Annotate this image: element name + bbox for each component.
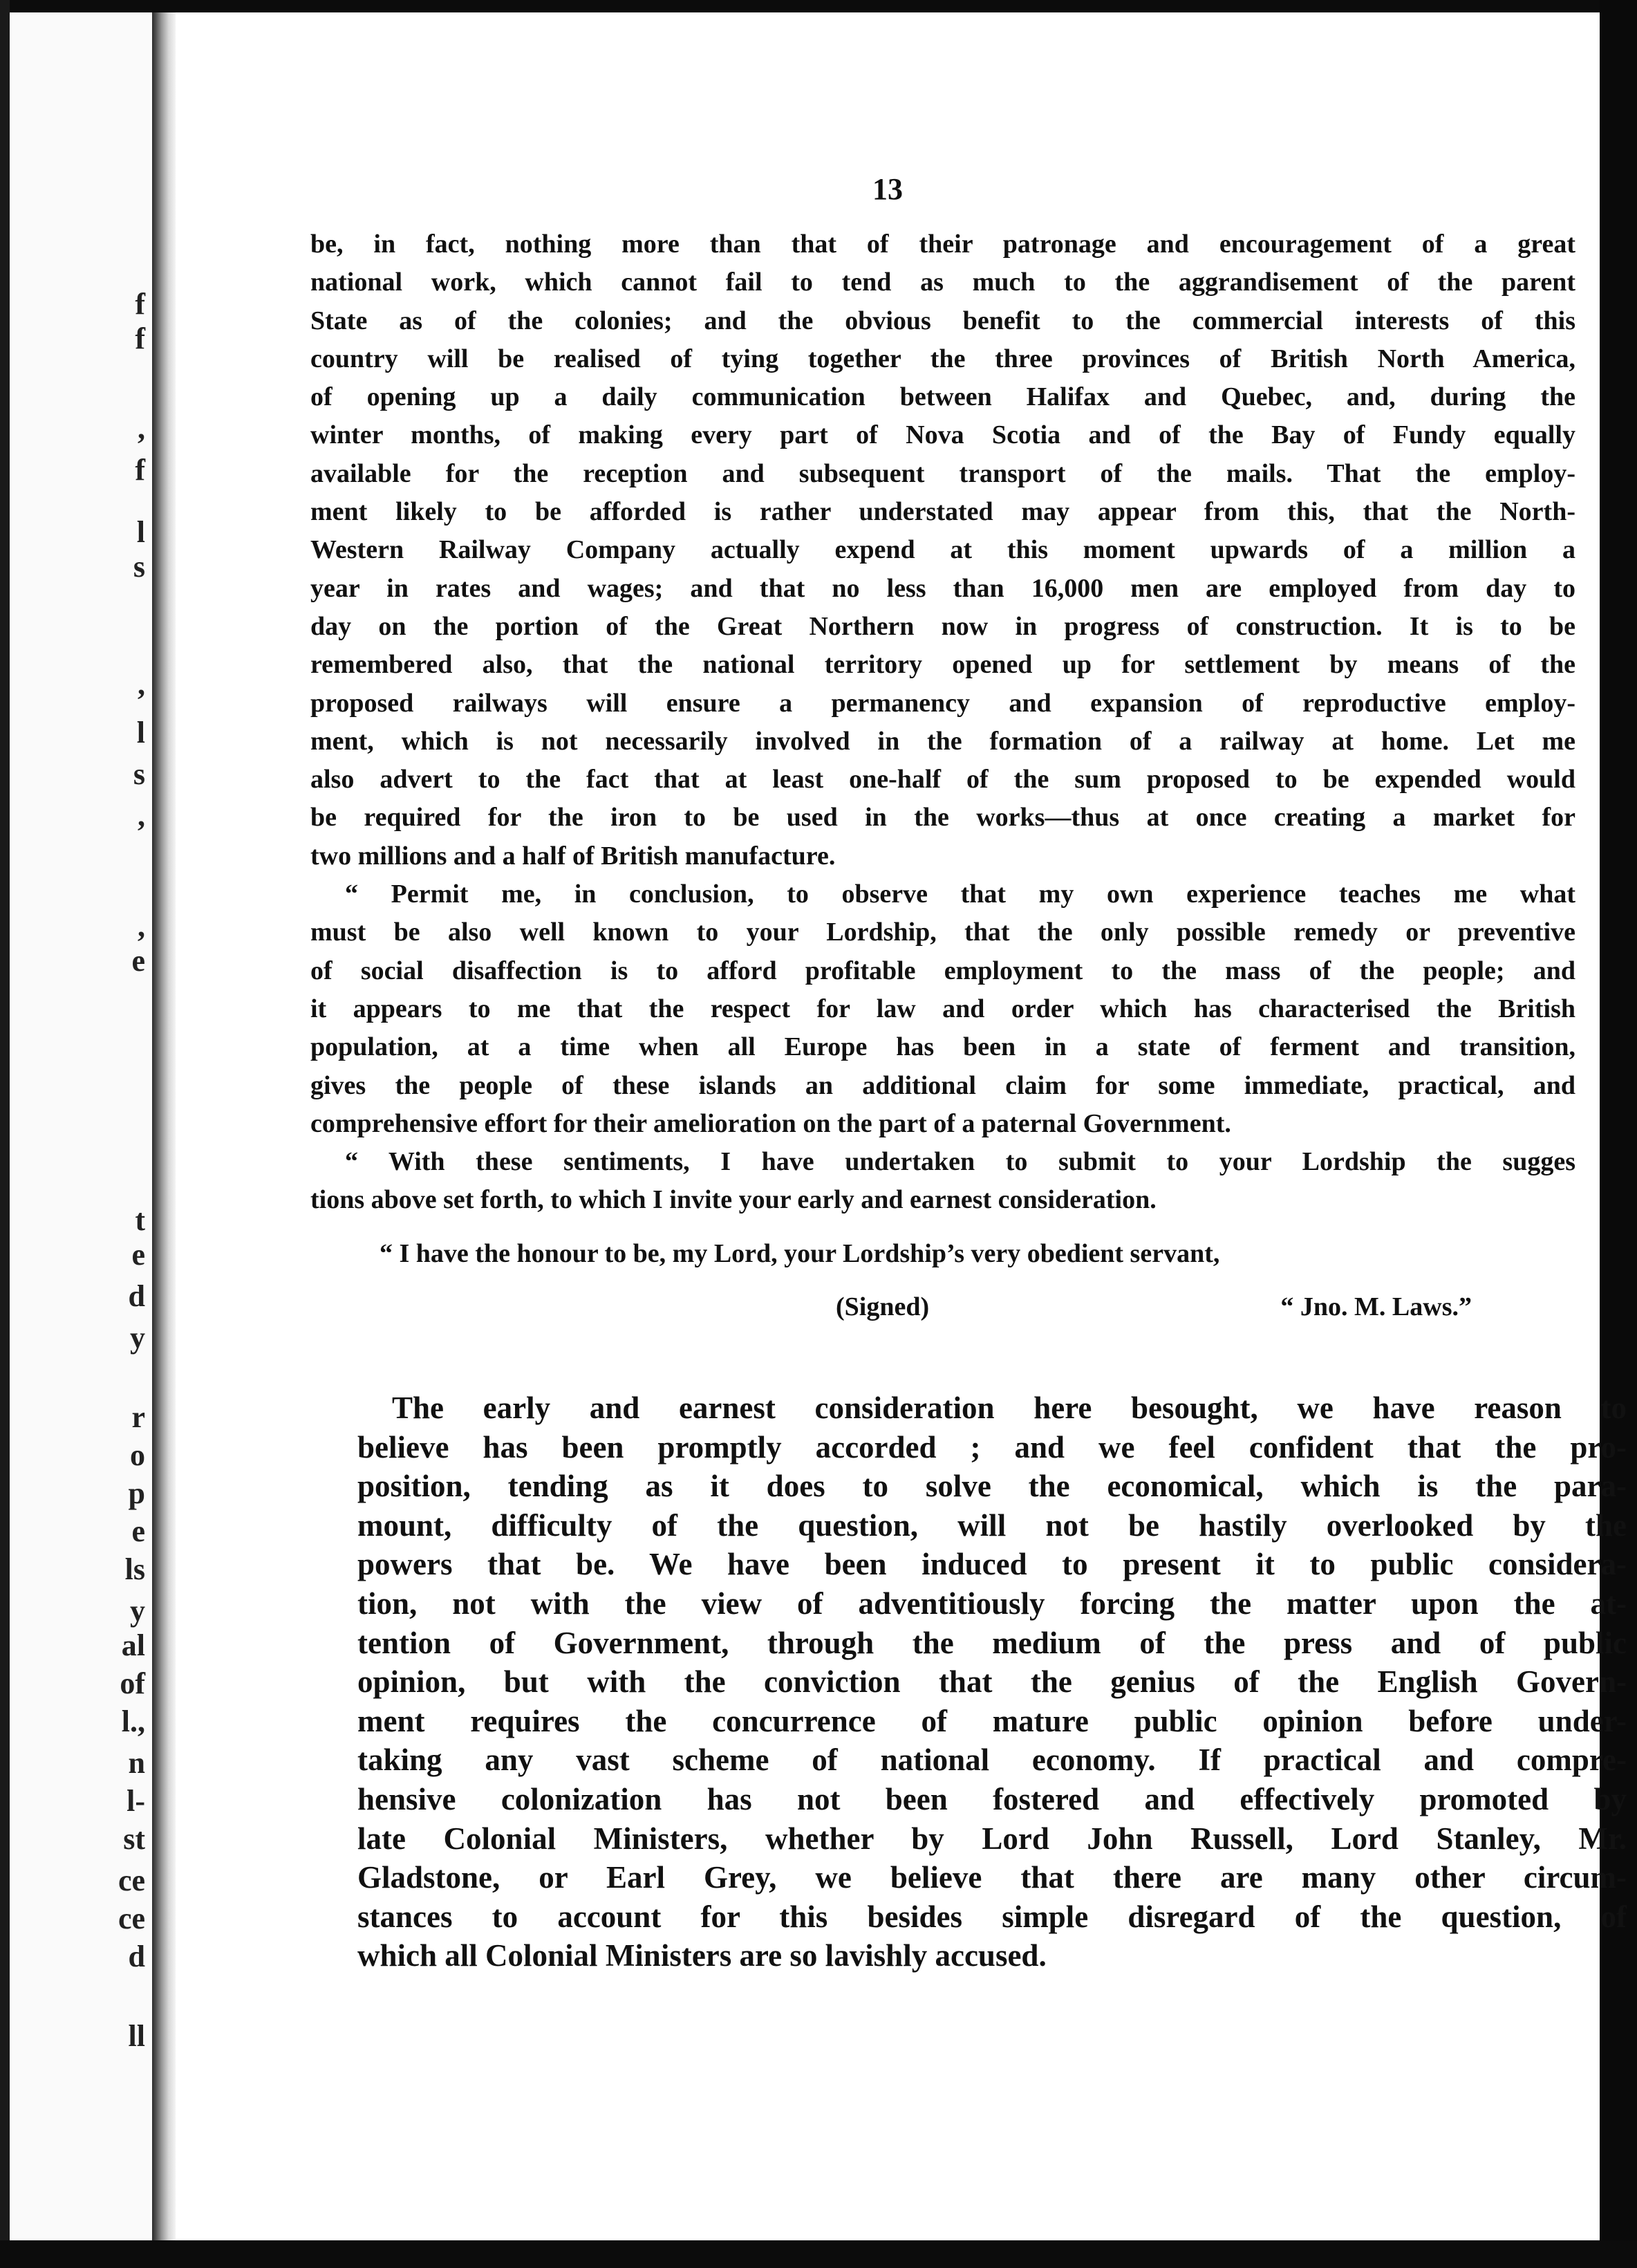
- page-number: 13: [872, 172, 903, 206]
- sentiments-paragraph: [310, 1143, 1575, 1220]
- text-line: position, tending as it does to solve the economical, which is the para-: [357, 1469, 1627, 1504]
- previous-page-fragment: f: [135, 322, 145, 355]
- text-line: taking any vast scheme of national economy. If practical and compre-: [357, 1742, 1627, 1778]
- text-line: year in rates and wages; and that no less than 16,000 men are employed from day to: [310, 573, 1575, 603]
- previous-page-fragment: n: [128, 1746, 145, 1780]
- previous-page-fragment: f: [135, 287, 145, 321]
- text-line: country will be realised of tying together the three provinces of British North America,: [310, 344, 1575, 373]
- text-line: believe has been promptly accorded ; and we feel confident that the pro-: [357, 1429, 1627, 1465]
- previous-page-fragment: t: [135, 1203, 145, 1237]
- previous-page-fragment: ll: [128, 2019, 145, 2053]
- text-line: which all Colonial Ministers are so lavishly accused.: [357, 1938, 1047, 1973]
- text-line: tention of Government, through the medium of the press and of public: [357, 1625, 1627, 1660]
- text-line: day on the portion of the Great Northern now in progress of construction. It is to be: [310, 611, 1575, 641]
- text-line: hensive colonization has not been fostered and effectively promoted by: [357, 1781, 1627, 1816]
- text-line: must be also well known to your Lordship, that the only possible remedy or preventive: [310, 918, 1575, 947]
- text-line: ment, which is not necessarily involved in the formation of a railway at home. Let me: [310, 726, 1575, 756]
- scan-border-top: [0, 0, 1637, 12]
- previous-page-fragment: s: [133, 550, 145, 584]
- previous-page-fragment: f: [135, 453, 145, 487]
- previous-page-fragment: s: [133, 757, 145, 791]
- previous-page-fragment: l-: [127, 1784, 145, 1818]
- previous-page-fragment: e: [131, 944, 145, 978]
- signature-line: [310, 1288, 1575, 1326]
- previous-page-fragment: al: [121, 1628, 145, 1662]
- text-line: ment requires the concurrence of mature public opinion before under-: [357, 1703, 1627, 1738]
- document-page: [176, 12, 1627, 2240]
- previous-page-fragment: p: [128, 1476, 145, 1510]
- previous-page-fragment: y: [130, 1321, 145, 1355]
- text-line: of opening up a daily communication between Halifax and Quebec, and, during the: [310, 382, 1575, 412]
- previous-page-fragment: ,: [138, 909, 145, 943]
- text-line: Gladstone, or Earl Grey, we believe that there are many other circum-: [357, 1860, 1627, 1895]
- author-signature: “ Jno. M. Laws.”: [1280, 1292, 1472, 1322]
- text-line: also advert to the fact that at least one-half of the sum proposed to be expended would: [310, 765, 1575, 794]
- previous-page-fragment: e: [131, 1514, 145, 1548]
- previous-page-fragment: l.,: [121, 1704, 145, 1738]
- text-line: it appears to me that the respect for law and order which has characterised the British: [310, 994, 1575, 1023]
- letter-paragraph: [310, 225, 1575, 875]
- previous-page-fragment: y: [130, 1594, 145, 1628]
- previous-page-edge: [10, 12, 152, 2240]
- previous-page-fragment: r: [131, 1400, 145, 1434]
- text-line: comprehensive effort for their amelioration on the part of a paternal Government.: [310, 1108, 1231, 1138]
- text-line: mount, difficulty of the question, will not be hastily overlooked by the: [357, 1507, 1627, 1543]
- text-line: “ Permit me, in conclusion, to observe that my own experience teaches me what: [345, 880, 1575, 909]
- previous-page-fragment: st: [123, 1822, 145, 1856]
- text-line: tions above set forth, to which I invite your early and earnest consideration.: [310, 1185, 1157, 1215]
- previous-page-fragment: ,: [138, 667, 145, 701]
- previous-page-fragment: d: [128, 1940, 145, 1973]
- text-line: national work, which cannot fail to tend as much to the aggrandisement of the parent: [310, 268, 1575, 297]
- closing-line: “ I have the honour to be, my Lord, your Lordship’s very obedient servant,: [380, 1238, 1220, 1268]
- previous-page-fragment: ls: [124, 1552, 145, 1586]
- text-line: ment likely to be afforded is rather understated may appear from this, that the North-: [310, 497, 1575, 527]
- previous-page-fragment: ce: [118, 1863, 145, 1897]
- previous-page-fragment: e: [131, 1238, 145, 1272]
- text-line: The early and earnest consideration here besought, we have reason to: [392, 1391, 1627, 1425]
- text-line: “ With these sentiments, I have undertaken to submit to your Lordship the sugges: [345, 1147, 1575, 1177]
- scan-border-bottom: [0, 2240, 1637, 2268]
- letter-body: [310, 225, 1575, 1326]
- previous-page-fragment: ,: [138, 411, 145, 445]
- previous-page-fragment: d: [128, 1279, 145, 1313]
- text-line: two millions and a half of British manufacture.: [310, 841, 836, 871]
- text-line: be, in fact, nothing more than that of their patronage and encouragement of a great: [310, 230, 1575, 259]
- conclusion-paragraph: [310, 875, 1575, 1143]
- editorial-paragraph: [357, 1388, 1627, 1976]
- book-spine-shadow: [152, 12, 176, 2240]
- text-line: late Colonial Ministers, whether by Lord John Russell, Lord Stanley, Mr.: [357, 1821, 1627, 1856]
- text-line: be required for the iron to be used in the works—thus at once creating a market for: [310, 803, 1575, 833]
- previous-page-fragment: o: [130, 1438, 145, 1472]
- text-line: gives the people of these islands an additional claim for some immediate, practical, and: [310, 1070, 1575, 1100]
- previous-page-fragment: of: [120, 1666, 145, 1700]
- text-line: of social disaffection is to afford profitable employment to the mass of the people; and: [310, 956, 1575, 985]
- text-line: remembered also, that the national territory opened up for settlement by means of the: [310, 650, 1575, 680]
- previous-page-fragment: ce: [118, 1902, 145, 1935]
- previous-page-fragment: ,: [138, 799, 145, 833]
- text-line: State as of the colonies; and the obvious benefit to the commercial interests of this: [310, 306, 1575, 335]
- signed-label: (Signed): [836, 1292, 930, 1322]
- text-line: powers that be. We have been induced to present it to public considera-: [357, 1547, 1627, 1582]
- text-line: winter months, of making every part of Nova Scotia and of the Bay of Fundy equally: [310, 420, 1575, 450]
- scan-border-left: [0, 0, 10, 2268]
- text-line: proposed railways will ensure a permanency and expansion of reproductive employ-: [310, 688, 1575, 718]
- text-line: opinion, but with the conviction that the genius of the English Govern-: [357, 1664, 1627, 1700]
- text-line: tion, not with the view of adventitiously forcing the matter upon the at-: [357, 1586, 1627, 1621]
- previous-page-fragment: l: [136, 716, 145, 750]
- text-line: Western Railway Company actually expend at this moment upwards of a million a: [310, 535, 1575, 565]
- text-line: available for the reception and subsequent transport of the mails. That the employ-: [310, 458, 1575, 488]
- text-line: stances to account for this besides simple disregard of the question, of: [357, 1899, 1627, 1934]
- previous-page-fragment: l: [136, 515, 145, 549]
- text-line: population, at a time when all Europe has been in a state of ferment and transition,: [310, 1032, 1575, 1062]
